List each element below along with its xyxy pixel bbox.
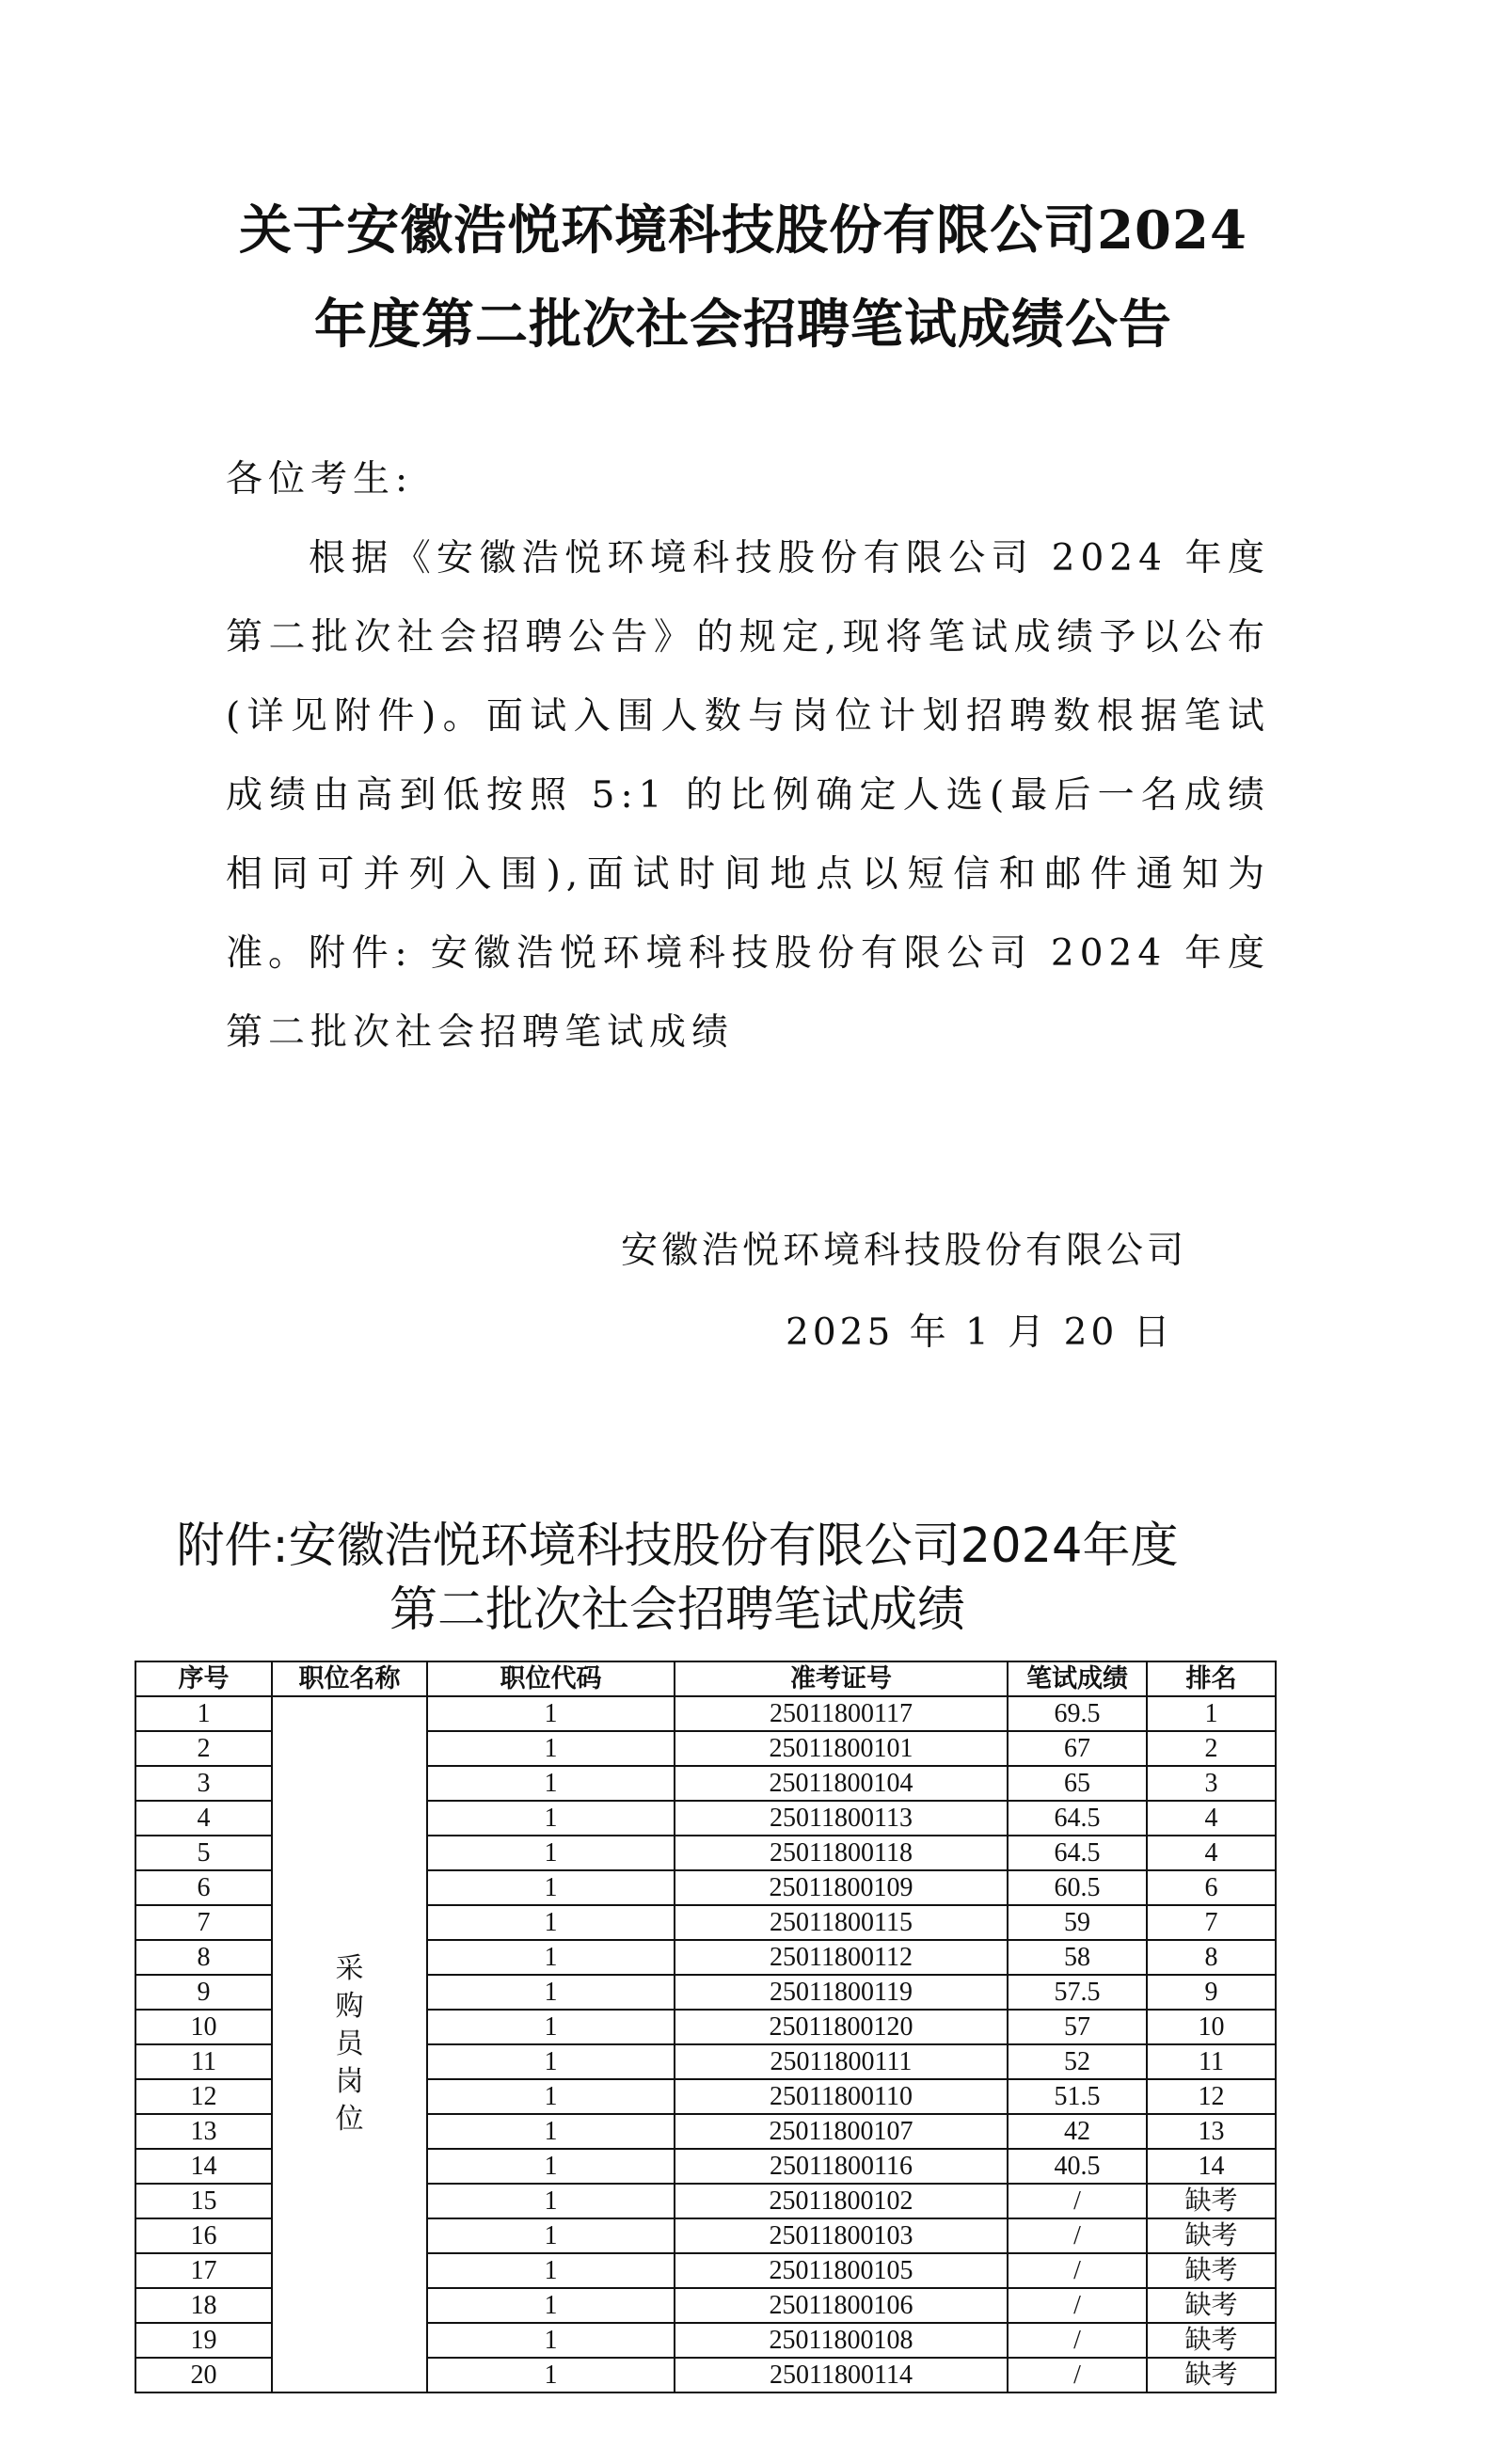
exam-id-cell: 25011800111	[675, 2044, 1008, 2079]
rank-cell: 7	[1147, 1905, 1276, 1940]
score-cell: 60.5	[1008, 1870, 1147, 1905]
row-number-cell: 3	[135, 1766, 272, 1801]
score-cell: 57.5	[1008, 1975, 1147, 2010]
rank-cell: 2	[1147, 1731, 1276, 1766]
position-code-cell: 1	[427, 1870, 675, 1905]
rank-cell: 11	[1147, 2044, 1276, 2079]
row-number-cell: 16	[135, 2218, 272, 2253]
header-cell: 排名	[1147, 1661, 1276, 1696]
row-number-cell: 2	[135, 1731, 272, 1766]
score-cell: 42	[1008, 2114, 1147, 2149]
exam-id-cell: 25011800117	[675, 1696, 1008, 1731]
position-code-cell: 1	[427, 1940, 675, 1975]
attachment-title-line1: 附件:安徽浩悦环境科技股份有限公司2024年度	[176, 1518, 1179, 1574]
attachment-note: 附件: 安徽浩悦环境科技股份有限公司 2024 年度第二批次社会招聘笔试成绩	[226, 932, 1270, 1054]
row-number-cell: 20	[135, 2358, 272, 2392]
exam-id-cell: 25011800113	[675, 1801, 1008, 1836]
exam-id-cell: 25011800116	[675, 2149, 1008, 2184]
row-number-cell: 10	[135, 2010, 272, 2044]
position-name-cell	[272, 1696, 427, 2392]
rank-cell: 4	[1147, 1801, 1276, 1836]
position-code-cell: 1	[427, 2079, 675, 2114]
score-cell: 67	[1008, 1731, 1147, 1766]
score-cell: 52	[1008, 2044, 1147, 2079]
row-number-cell: 13	[135, 2114, 272, 2149]
rank-cell: 10	[1147, 2010, 1276, 2044]
rank-cell: 8	[1147, 1940, 1276, 1975]
rank-cell: 缺考	[1147, 2358, 1276, 2392]
position-name: 采购员岗位	[335, 1952, 364, 2136]
score-cell: 64.5	[1008, 1801, 1147, 1836]
row-number-cell: 9	[135, 1975, 272, 2010]
position-code-cell: 1	[427, 1836, 675, 1870]
rank-cell: 缺考	[1147, 2218, 1276, 2253]
rank-cell: 12	[1147, 2079, 1276, 2114]
exam-id-cell: 25011800119	[675, 1975, 1008, 2010]
rank-cell: 4	[1147, 1836, 1276, 1870]
signature-date: 2025 年 1 月 20 日	[786, 1311, 1174, 1354]
header-cell: 职位代码	[427, 1661, 675, 1696]
exam-id-cell: 25011800103	[675, 2218, 1008, 2253]
row-number-cell: 1	[135, 1696, 272, 1731]
position-code-cell: 1	[427, 2358, 675, 2392]
position-code-cell: 1	[427, 1801, 675, 1836]
score-cell: /	[1008, 2218, 1147, 2253]
rank-cell: 缺考	[1147, 2288, 1276, 2323]
exam-id-cell: 25011800101	[675, 1731, 1008, 1766]
score-cell: 65	[1008, 1766, 1147, 1801]
row-number-cell: 5	[135, 1836, 272, 1870]
exam-id-cell: 25011800104	[675, 1766, 1008, 1801]
rank-cell: 缺考	[1147, 2184, 1276, 2218]
score-cell: /	[1008, 2288, 1147, 2323]
header-cell: 准考证号	[675, 1661, 1008, 1696]
position-code-cell: 1	[427, 2323, 675, 2358]
rank-cell: 9	[1147, 1975, 1276, 2010]
position-code-cell: 1	[427, 1975, 675, 2010]
notice-title-line2: 年度第二批次社会招聘笔试成绩公告	[314, 294, 1172, 356]
position-code-cell: 1	[427, 1905, 675, 1940]
signature-company: 安徽浩悦环境科技股份有限公司	[621, 1230, 1188, 1272]
position-code-cell: 1	[427, 2010, 675, 2044]
score-cell: /	[1008, 2253, 1147, 2288]
position-code-cell: 1	[427, 2218, 675, 2253]
score-cell: 58	[1008, 1940, 1147, 1975]
score-cell: 69.5	[1008, 1696, 1147, 1731]
position-code-cell: 1	[427, 2253, 675, 2288]
exam-id-cell: 25011800102	[675, 2184, 1008, 2218]
position-code-cell: 1	[427, 1766, 675, 1801]
score-cell: /	[1008, 2184, 1147, 2218]
position-code-cell: 1	[427, 2288, 675, 2323]
rank-cell: 13	[1147, 2114, 1276, 2149]
row-number-cell: 8	[135, 1940, 272, 1975]
exam-id-cell: 25011800120	[675, 2010, 1008, 2044]
exam-id-cell: 25011800108	[675, 2323, 1008, 2358]
position-code-cell: 1	[427, 1731, 675, 1766]
row-number-cell: 11	[135, 2044, 272, 2079]
rank-cell: 14	[1147, 2149, 1276, 2184]
notice-paragraph: 根据《安徽浩悦环境科技股份有限公司 2024 年度第二批次社会招聘公告》的规定,现将笔试成绩予以公布(详见附件)。面试入围人数与岗位计划招聘数根据笔试成绩由高到低按照 5:1 的比例确定人选(最后一名成绩相同可并列入围),面试时间地点以短信和邮件通知为准。	[226, 537, 1270, 975]
exam-id-cell: 25011800110	[675, 2079, 1008, 2114]
score-cell: 57	[1008, 2010, 1147, 2044]
notice-title-line1: 关于安徽浩悦环境科技股份有限公司2024	[239, 199, 1247, 262]
position-code-cell: 1	[427, 2044, 675, 2079]
rank-cell: 1	[1147, 1696, 1276, 1731]
exam-id-cell: 25011800105	[675, 2253, 1008, 2288]
score-cell: /	[1008, 2358, 1147, 2392]
rank-cell: 缺考	[1147, 2323, 1276, 2358]
row-number-cell: 18	[135, 2288, 272, 2323]
row-number-cell: 4	[135, 1801, 272, 1836]
score-cell: 64.5	[1008, 1836, 1147, 1870]
score-cell: 59	[1008, 1905, 1147, 1940]
table-header-row	[135, 1661, 1276, 1696]
scores-table-body	[135, 1696, 1276, 2392]
position-code-cell: 1	[427, 2184, 675, 2218]
score-cell: 40.5	[1008, 2149, 1147, 2184]
position-code-cell: 1	[427, 1696, 675, 1731]
header-cell: 笔试成绩	[1008, 1661, 1147, 1696]
row-number-cell: 15	[135, 2184, 272, 2218]
row-number-cell: 14	[135, 2149, 272, 2184]
row-number-cell: 7	[135, 1905, 272, 1940]
exam-id-cell: 25011800115	[675, 1905, 1008, 1940]
rank-cell: 6	[1147, 1870, 1276, 1905]
exam-id-cell: 25011800106	[675, 2288, 1008, 2323]
table-row	[135, 1696, 1276, 1731]
row-number-cell: 17	[135, 2253, 272, 2288]
score-cell: /	[1008, 2323, 1147, 2358]
score-cell: 51.5	[1008, 2079, 1147, 2114]
position-code-cell: 1	[427, 2149, 675, 2184]
header-cell: 职位名称	[272, 1661, 427, 1696]
row-number-cell: 19	[135, 2323, 272, 2358]
row-number-cell: 6	[135, 1870, 272, 1905]
row-number-cell: 12	[135, 2079, 272, 2114]
salutation: 各位考生:	[226, 458, 414, 501]
rank-cell: 缺考	[1147, 2253, 1276, 2288]
scores-table	[135, 1661, 1277, 2393]
position-code-cell: 1	[427, 2114, 675, 2149]
exam-id-cell: 25011800107	[675, 2114, 1008, 2149]
exam-id-cell: 25011800112	[675, 1940, 1008, 1975]
rank-cell: 3	[1147, 1766, 1276, 1801]
attachment-title-line2: 第二批次社会招聘笔试成绩	[389, 1582, 965, 1638]
exam-id-cell: 25011800109	[675, 1870, 1008, 1905]
exam-id-cell: 25011800114	[675, 2358, 1008, 2392]
header-cell: 序号	[135, 1661, 272, 1696]
exam-id-cell: 25011800118	[675, 1836, 1008, 1870]
